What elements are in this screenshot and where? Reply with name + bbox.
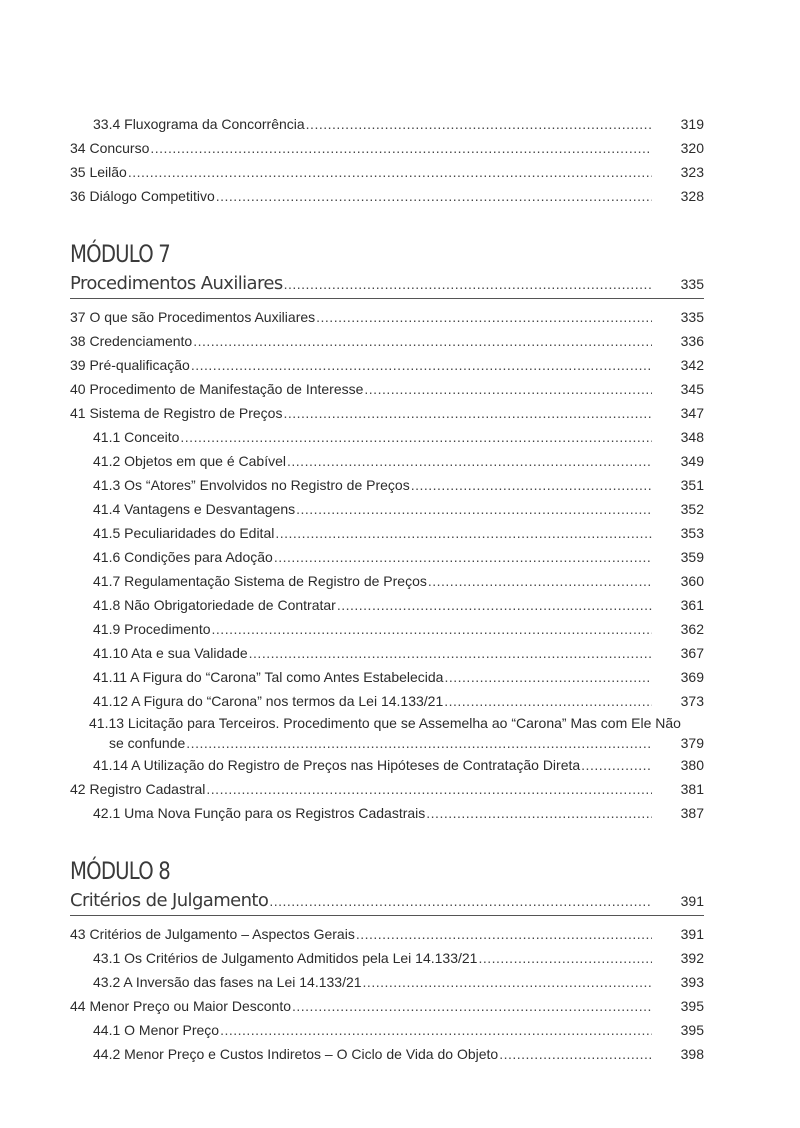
toc-entry-title: 43 Critérios de Julgamento – Aspectos Gerais — [70, 926, 355, 942]
toc-entry[interactable] — [70, 377, 704, 401]
toc-entry-title: 41.11 A Figura do “Carona” Tal como Antes Estabelecida — [93, 669, 444, 685]
toc-entry-page: 367 — [680, 645, 704, 661]
toc-entry-title: 41.1 Conceito — [93, 429, 180, 445]
section-heading-page: 335 — [680, 276, 704, 292]
toc-entry-title: 41.4 Vantagens e Desvantagens — [93, 501, 296, 517]
toc-subentry[interactable] — [70, 617, 704, 641]
dot-leader — [150, 136, 652, 160]
toc-entry-title: 33.4 Fluxograma da Concorrência — [93, 116, 305, 132]
toc-entry-title: 41.5 Peculiaridades do Edital — [93, 525, 275, 541]
toc-entry-page: 345 — [680, 381, 704, 397]
toc-entry[interactable] — [70, 184, 704, 208]
dot-leader — [284, 270, 652, 298]
dot-leader — [444, 665, 652, 689]
dot-leader — [411, 473, 652, 497]
toc-entry-title: 43.1 Os Critérios de Julgamento Admitidos pela Lei 14.133/21 — [93, 950, 478, 966]
toc-entry-title: 36 Diálogo Competitivo — [70, 188, 215, 204]
toc-entry[interactable] — [70, 305, 704, 329]
dot-leader — [363, 970, 652, 994]
toc-entry[interactable] — [70, 922, 704, 946]
toc-entry[interactable] — [70, 112, 704, 136]
section-heading-title: Critérios de Julgamento — [70, 890, 269, 911]
toc-entry-page: 392 — [680, 950, 704, 966]
toc-entry-title: 42 Registro Cadastral — [70, 781, 206, 797]
section-heading[interactable] — [70, 270, 704, 299]
dot-leader — [212, 617, 652, 641]
toc-subentry[interactable] — [70, 497, 704, 521]
toc-entry-title: 44.1 O Menor Preço — [93, 1022, 220, 1038]
toc-entry-page: 342 — [680, 357, 704, 373]
toc-subentry[interactable] — [70, 1018, 704, 1042]
toc-entry-title: 41.14 A Utilização do Registro de Preços nas Hipóteses de Contratação Direta — [93, 757, 581, 773]
toc-entry-title: 44 Menor Preço ou Maior Desconto — [70, 998, 291, 1014]
table-of-contents — [70, 112, 704, 1066]
toc-entry-title: 41.3 Os “Atores” Envolvidos no Registro de Preços — [93, 477, 410, 493]
toc-entry-page: 352 — [680, 501, 704, 517]
toc-entry-title: 41.8 Não Obrigatoriedade de Contratar — [93, 597, 336, 613]
toc-subentry[interactable] — [70, 473, 704, 497]
dot-leader — [428, 569, 652, 593]
toc-entry-page: 336 — [680, 333, 704, 349]
toc-entry-page: 393 — [680, 974, 704, 990]
dot-leader — [316, 305, 652, 329]
dot-leader — [426, 801, 652, 825]
toc-entry-page: 362 — [680, 621, 704, 637]
dot-leader — [292, 994, 652, 1018]
toc-entry-page: 395 — [680, 1022, 704, 1038]
dot-leader — [444, 689, 652, 713]
toc-entry-title: 41.2 Objetos em que é Cabível — [93, 453, 287, 469]
toc-entry-page: 380 — [680, 757, 704, 773]
dot-leader — [220, 1018, 652, 1042]
toc-entry-page: 391 — [680, 926, 704, 942]
toc-entry-title: 42.1 Uma Nova Função para os Registros Cadastrais — [93, 805, 426, 821]
toc-entry-page: 328 — [680, 188, 704, 204]
dot-leader — [287, 449, 652, 473]
toc-subentry[interactable] — [70, 753, 704, 777]
toc-entry-page: 351 — [680, 477, 704, 493]
toc-entry-page: 323 — [680, 164, 704, 180]
toc-entry-title: 41.6 Condições para Adoção — [93, 549, 273, 565]
toc-entry-page: 360 — [680, 573, 704, 589]
toc-entry-page: 359 — [680, 549, 704, 565]
toc-entry-title: 41.7 Regulamentação Sistema de Registro de Preços — [93, 573, 427, 589]
dot-leader — [364, 377, 652, 401]
toc-subentry[interactable] — [70, 641, 704, 665]
toc-subentry[interactable] — [70, 449, 704, 473]
toc-entry-page: 369 — [680, 669, 704, 685]
toc-entry-page: 347 — [680, 405, 704, 421]
toc-entry[interactable] — [70, 353, 704, 377]
toc-entry-title: 38 Credenciamento — [70, 333, 193, 349]
toc-entry[interactable] — [70, 777, 704, 801]
toc-entry-page: 379 — [680, 735, 704, 751]
dot-leader — [478, 946, 652, 970]
dot-leader — [269, 887, 652, 915]
toc-subentry[interactable] — [70, 689, 704, 713]
toc-subentry[interactable] — [70, 946, 704, 970]
dot-leader — [296, 497, 652, 521]
toc-entry-title: 41 Sistema de Registro de Preços — [70, 405, 283, 421]
toc-entry-page: 335 — [680, 309, 704, 325]
toc-entry-page: 381 — [680, 781, 704, 797]
toc-entry-page: 387 — [680, 805, 704, 821]
section-heading[interactable] — [70, 887, 704, 916]
dot-leader — [283, 401, 652, 425]
dot-leader — [274, 545, 652, 569]
section-heading-title: Procedimentos Auxiliares — [70, 273, 283, 294]
toc-subentry[interactable] — [70, 425, 704, 449]
toc-subentry[interactable] — [70, 593, 704, 617]
toc-entry[interactable] — [70, 160, 704, 184]
dot-leader — [206, 777, 652, 801]
toc-entry-title: 40 Procedimento de Manifestação de Interesse — [70, 381, 364, 397]
toc-entry-title: 35 Leilão — [70, 164, 127, 180]
dot-leader — [356, 922, 652, 946]
toc-subentry[interactable] — [70, 665, 704, 689]
dot-leader — [186, 733, 652, 753]
toc-entry-title: 37 O que são Procedimentos Auxiliares — [70, 309, 316, 325]
toc-entry-page: 398 — [680, 1046, 704, 1062]
toc-entry-page: 348 — [680, 429, 704, 445]
module-title: MÓDULO 8 — [70, 857, 171, 885]
toc-subentry[interactable] — [70, 801, 704, 825]
dot-leader — [499, 1042, 652, 1066]
toc-entry-title-line1: 41.13 Licitação para Terceiros. Procedimento que se Assemelha ao “Carona” Mas com Ele Não — [89, 715, 681, 731]
dot-leader — [306, 112, 652, 136]
toc-entry[interactable] — [70, 136, 704, 160]
toc-entry-title: 44.2 Menor Preço e Custos Indiretos – O Ciclo de Vida do Objeto — [93, 1046, 499, 1062]
dot-leader — [249, 641, 652, 665]
dot-leader — [191, 353, 652, 377]
toc-entry-title-line2: se confunde — [109, 735, 186, 751]
toc-subentry-multiline[interactable] — [70, 713, 704, 753]
toc-entry-page: 361 — [680, 597, 704, 613]
toc-entry-title: 41.12 A Figura do “Carona” nos termos da Lei 14.133/21 — [93, 693, 444, 709]
dot-leader — [581, 753, 652, 777]
toc-entry[interactable] — [70, 994, 704, 1018]
toc-entry-title: 39 Pré-qualificação — [70, 357, 190, 373]
toc-entry-title: 41.9 Procedimento — [93, 621, 211, 637]
toc-entry-page: 349 — [680, 453, 704, 469]
dot-leader — [128, 160, 652, 184]
toc-entry-page: 395 — [680, 998, 704, 1014]
toc-entry-title: 34 Concurso — [70, 140, 150, 156]
toc-entry-title: 43.2 A Inversão das fases na Lei 14.133/21 — [93, 974, 362, 990]
dot-leader — [193, 329, 652, 353]
toc-subentry[interactable] — [70, 545, 704, 569]
toc-entry[interactable] — [70, 329, 704, 353]
toc-entry-page: 320 — [680, 140, 704, 156]
toc-subentry[interactable] — [70, 521, 704, 545]
toc-subentry[interactable] — [70, 569, 704, 593]
dot-leader — [275, 521, 652, 545]
toc-subentry[interactable] — [70, 1042, 704, 1066]
toc-entry[interactable] — [70, 401, 704, 425]
module-title: MÓDULO 7 — [70, 240, 171, 268]
section-heading-page: 391 — [680, 893, 704, 909]
dot-leader — [180, 425, 652, 449]
toc-entry-page: 319 — [680, 116, 704, 132]
toc-entry-title: 41.10 Ata e sua Validade — [93, 645, 248, 661]
toc-subentry[interactable] — [70, 970, 704, 994]
toc-entry-page: 373 — [680, 693, 704, 709]
toc-block-continuation — [70, 112, 704, 208]
toc-entry-page: 353 — [680, 525, 704, 541]
dot-leader — [216, 184, 652, 208]
dot-leader — [337, 593, 652, 617]
